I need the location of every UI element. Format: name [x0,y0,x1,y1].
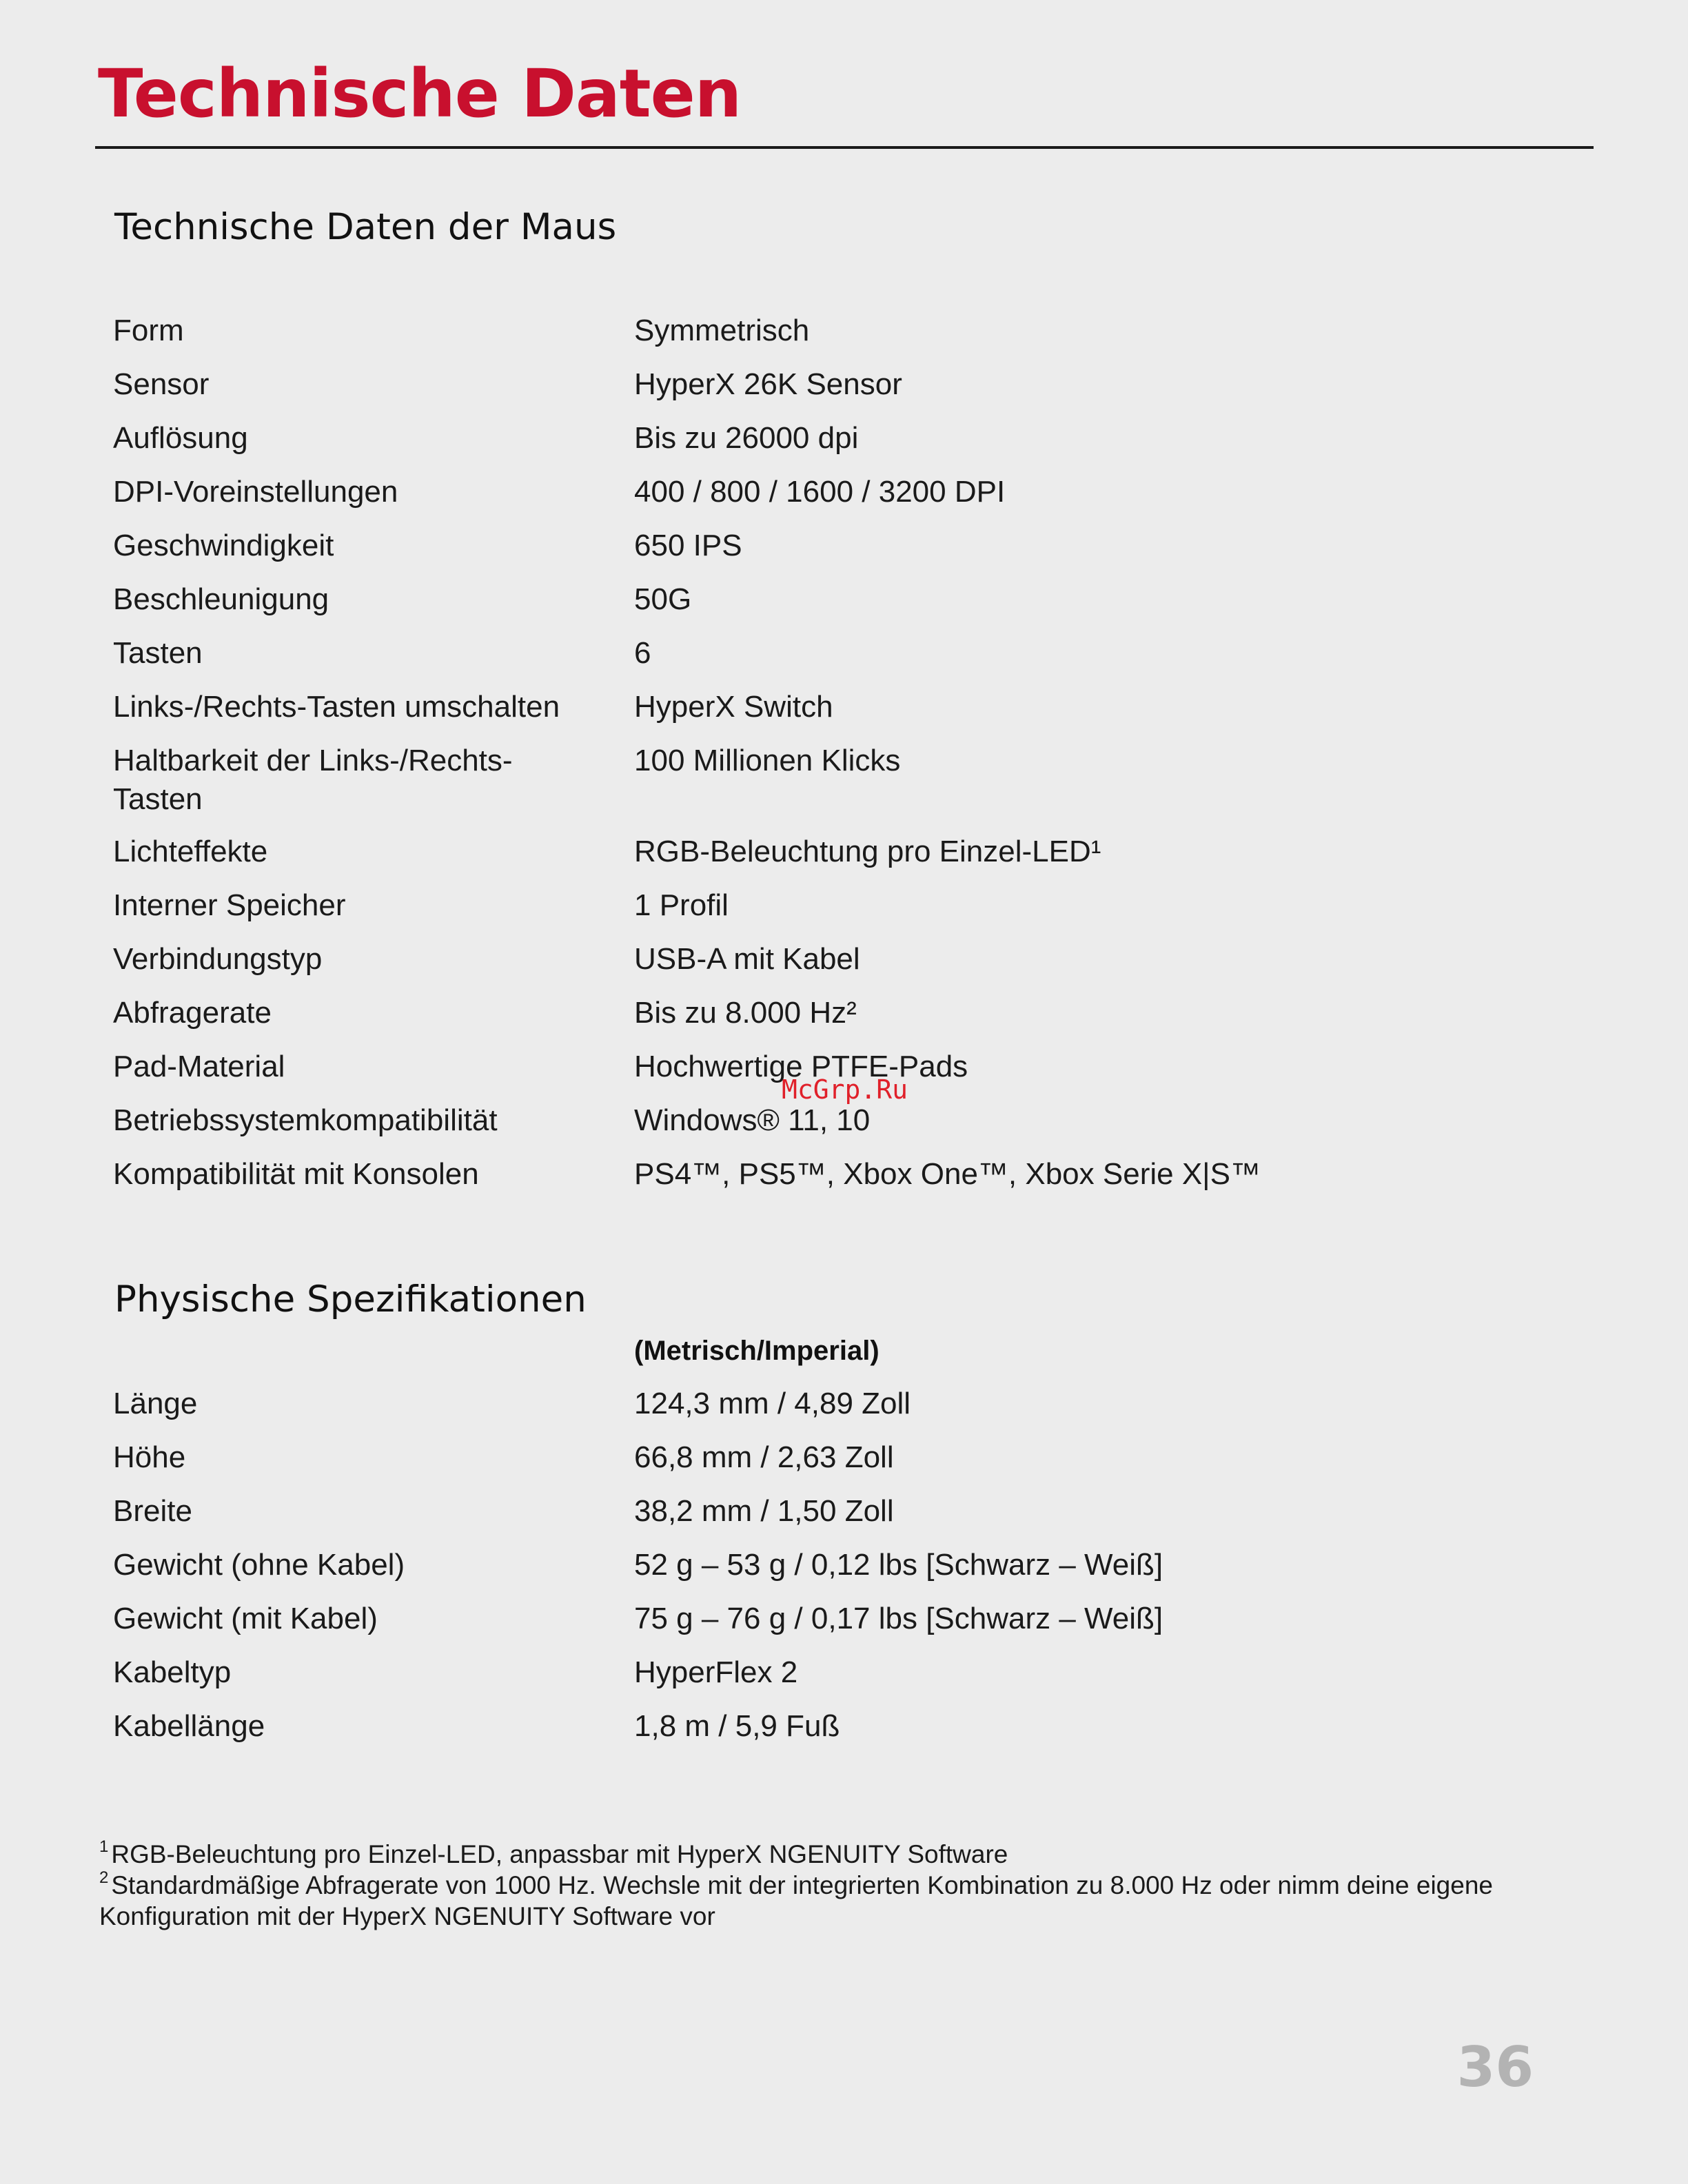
spec-value: Symmetrisch [634,314,810,347]
footnote [99,1839,1540,1870]
spec-row [113,1385,1423,1438]
spec-label: Beschleunigung [113,582,329,616]
spec-label: Kabellänge [113,1709,265,1743]
spec-value: 52 g – 53 g / 0,12 lbs [Schwarz – Weiß] [634,1548,1163,1582]
spec-label: Länge [113,1387,198,1420]
spec-row [113,688,1423,742]
spec-label: Höhe [113,1440,186,1474]
spec-value: Hochwertige PTFE-Pads [634,1050,968,1083]
spec-row [113,580,1423,634]
spec-label: Betriebssystemkompatibilität [113,1103,498,1137]
spec-label: Breite [113,1494,192,1528]
spec-label: Gewicht (mit Kabel) [113,1602,378,1635]
physical-specs-heading: Physische Spezifikationen [114,1278,587,1320]
footnote-mark: 2 [99,1868,109,1887]
spec-label: Geschwindigkeit [113,529,334,562]
spec-label: Sensor [113,367,210,401]
spec-value: 124,3 mm / 4,89 Zoll [634,1387,911,1420]
spec-row [113,473,1423,527]
spec-row [113,634,1423,688]
spec-label: Tasten [113,636,203,670]
spec-value: HyperX 26K Sensor [634,367,902,401]
spec-row [113,833,1423,886]
spec-value: 75 g – 76 g / 0,17 lbs [Schwarz – Weiß] [634,1602,1163,1635]
watermark: McGrp.Ru [782,1074,908,1105]
spec-row [113,1707,1423,1761]
spec-value: 650 IPS [634,529,742,562]
footnote-text: Standardmäßige Abfragerate von 1000 Hz. Wechsle mit der integrierten Kombination zu 8.000 Hz oder nimm deine eigene Konfiguration mit der HyperX NGENUITY Software vor [99,1871,1493,1930]
unit-note: (Metrisch/Imperial) [634,1336,879,1366]
spec-value: USB-A mit Kabel [634,942,860,976]
footnote-text: RGB-Beleuchtung pro Einzel-LED, anpassbar mit HyperX NGENUITY Software [111,1840,1008,1868]
spec-row [113,1101,1423,1155]
spec-value: PS4™, PS5™, Xbox One™, Xbox Serie X|S™ [634,1157,1261,1191]
spec-label: Form [113,314,184,347]
spec-label: Lichteffekte [113,835,268,868]
spec-row [113,742,1423,833]
spec-row [113,1155,1423,1209]
spec-label: Links-/Rechts-Tasten umschalten [113,690,560,724]
spec-value: Bis zu 26000 dpi [634,421,859,455]
spec-row [113,1653,1423,1707]
spec-value: Windows® 11, 10 [634,1103,871,1137]
spec-row [113,994,1423,1048]
spec-label: Pad-Material [113,1050,285,1083]
spec-value: 1,8 m / 5,9 Fuß [634,1709,840,1743]
spec-value: HyperFlex 2 [634,1655,798,1689]
spec-row [113,940,1423,994]
spec-label: Kompatibilität mit Konsolen [113,1157,479,1191]
spec-label: Abfragerate [113,996,272,1030]
footnotes [99,1839,1540,1932]
footnote-mark: 1 [99,1837,109,1856]
spec-row [113,1546,1423,1600]
page-number: 36 [1456,2035,1534,2099]
spec-value: 6 [634,636,651,670]
spec-value: RGB-Beleuchtung pro Einzel-LED¹ [634,835,1101,868]
spec-label: Auflösung [113,421,248,455]
spec-label: Kabeltyp [113,1655,232,1689]
footnote [99,1870,1540,1932]
spec-row [113,419,1423,473]
spec-label: Gewicht (ohne Kabel) [113,1548,405,1582]
spec-label: Interner Speicher [113,888,346,922]
spec-row [113,1048,1423,1105]
spec-value: Bis zu 8.000 Hz² [634,996,857,1030]
mouse-specs-table [113,312,1423,1209]
spec-row [113,1600,1423,1653]
spec-row [113,886,1423,940]
page-title: Technische Daten [98,55,742,132]
spec-value: 50G [634,582,692,616]
spec-label: Haltbarkeit der Links-/Rechts-Tasten [113,744,513,816]
spec-value: 400 / 800 / 1600 / 3200 DPI [634,475,1006,509]
spec-value: 38,2 mm / 1,50 Zoll [634,1494,894,1528]
spec-value: HyperX Switch [634,690,833,724]
spec-value: 100 Millionen Klicks [634,744,901,777]
spec-value: 66,8 mm / 2,63 Zoll [634,1440,894,1474]
spec-row [113,1492,1423,1546]
spec-label: DPI-Voreinstellungen [113,475,398,509]
spec-row [113,1438,1423,1492]
physical-specs-table [113,1385,1423,1761]
spec-label: Verbindungstyp [113,942,323,976]
title-divider [95,146,1594,149]
mouse-specs-heading: Technische Daten der Maus [114,206,617,248]
spec-value: 1 Profil [634,888,729,922]
spec-row [113,527,1423,580]
spec-row [113,365,1423,419]
spec-row [113,312,1423,365]
